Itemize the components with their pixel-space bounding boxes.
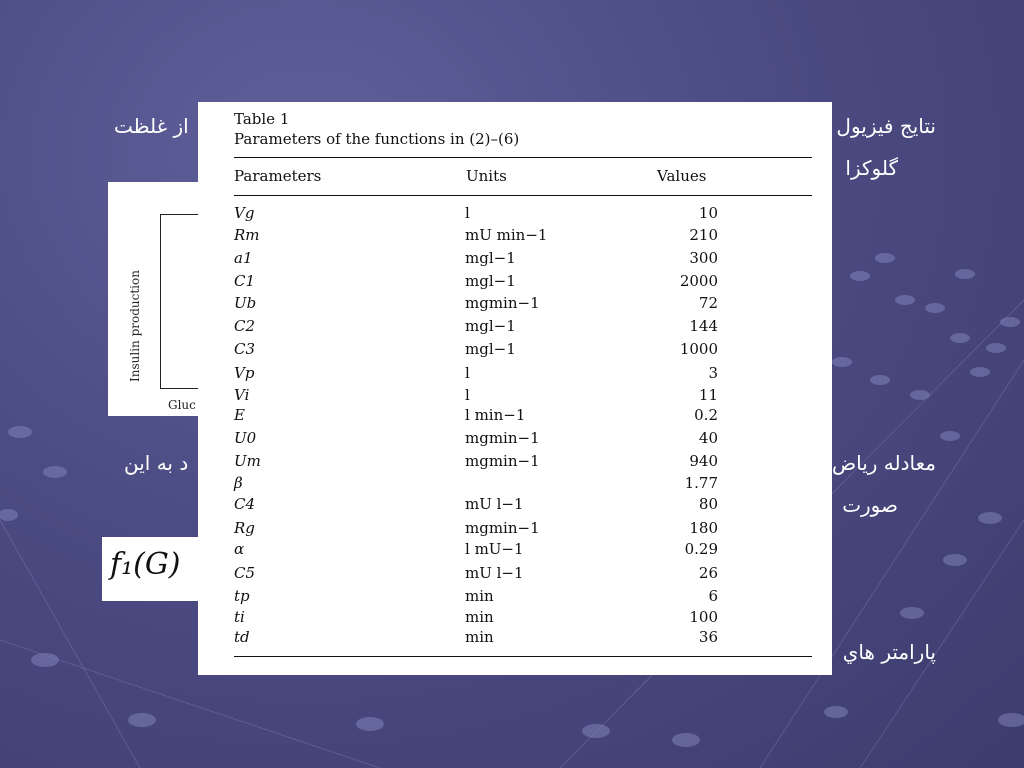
value-cell: 144 [689, 317, 718, 335]
header-units: Units [466, 167, 507, 185]
param-cell: td [234, 628, 250, 646]
value-cell: 10 [698, 204, 718, 222]
table-row [198, 429, 832, 451]
table-top-rule [234, 157, 812, 158]
table-row [198, 317, 832, 339]
unit-cell: mU min−1 [465, 226, 548, 244]
param-cell: C3 [234, 340, 256, 358]
unit-cell: mgl−1 [465, 249, 516, 267]
table-row [198, 386, 832, 408]
unit-cell: min [465, 628, 494, 646]
unit-cell: mgmin−1 [465, 294, 540, 312]
value-cell: 6 [708, 587, 718, 605]
table-row [198, 249, 832, 271]
value-cell: 40 [698, 429, 718, 447]
slide-text-line4: صورت [842, 493, 898, 517]
slide-text-line3-right: معادله رياض [831, 451, 936, 475]
graph-y-axis [160, 214, 161, 389]
value-cell: 80 [698, 495, 718, 513]
unit-cell: mgl−1 [465, 272, 516, 290]
param-cell: Um [234, 452, 261, 470]
table-title: Table 1 [234, 110, 290, 128]
value-cell: 1000 [679, 340, 718, 358]
table-row [198, 540, 832, 562]
param-cell: Vp [234, 364, 255, 382]
formula-image [102, 537, 202, 601]
slide-text-line2: گلوكزا [845, 156, 898, 180]
unit-cell: mgmin−1 [465, 519, 540, 537]
header-values: Values [657, 167, 707, 185]
param-cell: Vi [234, 386, 250, 404]
parameters-table-image [198, 102, 832, 675]
unit-cell: mgl−1 [465, 317, 516, 335]
slide-text-line5: پارامتر هاي [842, 640, 936, 664]
value-cell: 1.77 [684, 474, 718, 492]
graph-x-label: Gluc [168, 398, 196, 412]
insulin-graph-image [108, 182, 208, 416]
param-cell: α [234, 540, 245, 558]
table-row [198, 587, 832, 609]
value-cell: 210 [689, 226, 718, 244]
slide-text-line1-left: از غلظت [114, 114, 189, 138]
table-row [198, 204, 832, 226]
table-row [198, 406, 832, 428]
value-cell: 2000 [679, 272, 718, 290]
value-cell: 72 [698, 294, 718, 312]
table-row [198, 608, 832, 630]
table-row [198, 452, 832, 474]
value-cell: 11 [698, 386, 718, 404]
param-cell: U0 [234, 429, 257, 447]
value-cell: 3 [708, 364, 718, 382]
param-cell: C1 [234, 272, 256, 290]
slide-text-line3-left: د به اين [124, 451, 189, 475]
unit-cell: mgmin−1 [465, 452, 540, 470]
table-row [198, 474, 832, 496]
param-cell: C2 [234, 317, 256, 335]
unit-cell: l [465, 386, 470, 404]
value-cell: 0.29 [684, 540, 718, 558]
value-cell: 100 [689, 608, 718, 626]
table-row [198, 340, 832, 362]
table-row [198, 364, 832, 386]
table-row [198, 495, 832, 517]
param-cell: C5 [234, 564, 256, 582]
unit-cell: l [465, 204, 470, 222]
param-cell: Ub [234, 294, 257, 312]
param-cell: Rm [234, 226, 260, 244]
value-cell: 940 [689, 452, 718, 470]
table-subtitle: Parameters of the functions in (2)–(6) [234, 130, 520, 148]
unit-cell: mU l−1 [465, 564, 524, 582]
value-cell: 0.2 [694, 406, 718, 424]
param-cell: β [234, 474, 243, 492]
value-cell: 36 [698, 628, 718, 646]
slide-text-line1-right: نتايج فيزيول [836, 114, 936, 138]
param-cell: tp [234, 587, 250, 605]
param-cell: E [234, 406, 245, 424]
param-cell: C4 [234, 495, 256, 513]
unit-cell: min [465, 608, 494, 626]
value-cell: 180 [689, 519, 718, 537]
value-cell: 300 [689, 249, 718, 267]
param-cell: Rg [234, 519, 255, 537]
param-cell: ti [234, 608, 245, 626]
param-cell: Vg [234, 204, 255, 222]
formula-text: f₁(G) [110, 547, 181, 582]
unit-cell: mgmin−1 [465, 429, 540, 447]
table-row [198, 519, 832, 541]
unit-cell: min [465, 587, 494, 605]
graph-y-label: Insulin production [128, 270, 142, 382]
unit-cell: l [465, 364, 470, 382]
table-row [198, 294, 832, 316]
header-parameters: Parameters [234, 167, 322, 185]
unit-cell: l mU−1 [465, 540, 524, 558]
unit-cell: mgl−1 [465, 340, 516, 358]
unit-cell: l min−1 [465, 406, 526, 424]
param-cell: a1 [234, 249, 253, 267]
table-bottom-rule [234, 656, 812, 657]
table-row [198, 628, 832, 650]
table-header-rule [234, 195, 812, 196]
table-row [198, 226, 832, 248]
value-cell: 26 [698, 564, 718, 582]
table-row [198, 564, 832, 586]
unit-cell: mU l−1 [465, 495, 524, 513]
table-row [198, 272, 832, 294]
